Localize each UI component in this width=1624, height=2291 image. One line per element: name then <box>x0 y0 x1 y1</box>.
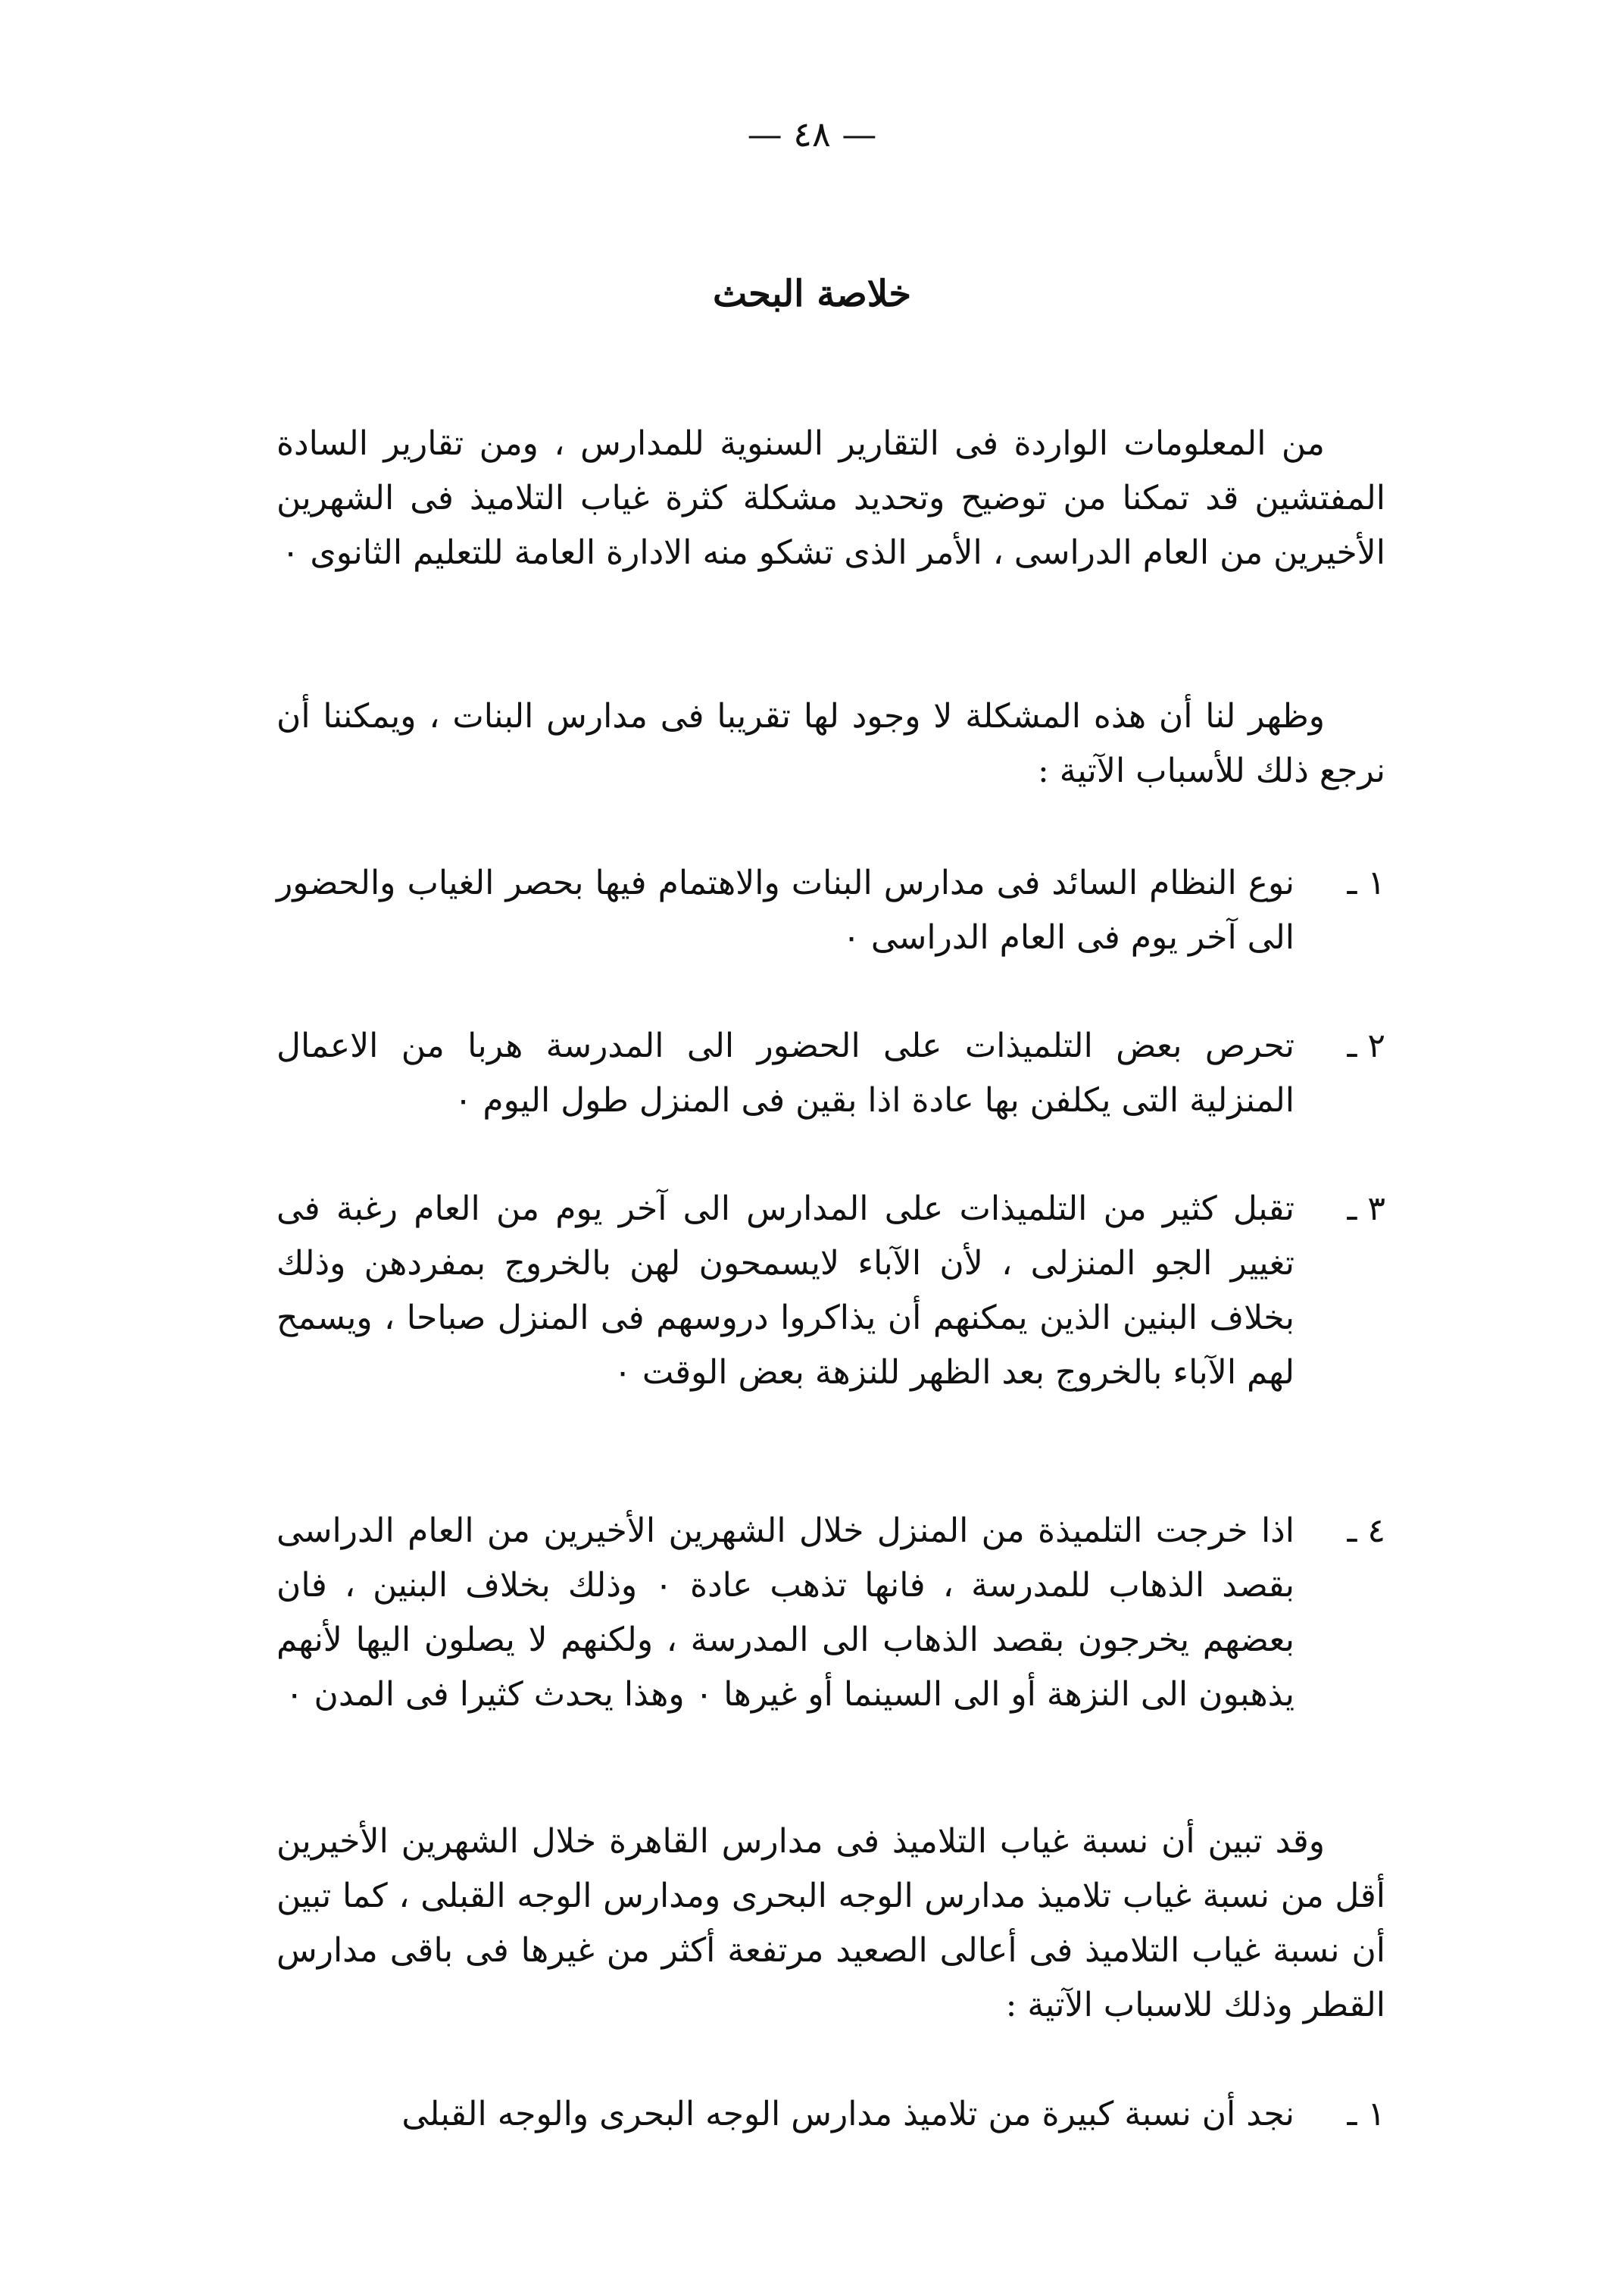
page-number: — ٤٨ — <box>747 114 877 155</box>
list-item-1 <box>276 856 1385 965</box>
list-item-number: ٢ ـ <box>1347 1027 1385 1065</box>
section-title: خلاصة البحث <box>712 273 912 315</box>
list-item-3 <box>276 1182 1385 1400</box>
paragraph-girls-schools: وظهر لنا أن هذه المشكلة لا وجود لها تقريبا فى مدارس البنات ، ويمكننا أن نرجع ذلك للأسباب الآتية : <box>276 697 1385 790</box>
paragraph-cairo-absence: وقد تبين أن نسبة غياب التلاميذ فى مدارس القاهرة خلال الشهرين الأخيرين أقل من نسبة غياب تلاميذ مدارس الوجه البحرى ومدارس الوجه القبلى ، كما تبين أن نسبة غياب التلاميذ فى أعالى الصعيد مرتفعة أكثر من غيرها فى باقى مدارس القطر وذلك للاسباب الآتية : <box>276 1822 1385 2024</box>
list-item-number: ٤ ـ <box>1347 1511 1385 1550</box>
list-item-text: نجد أن نسبة كبيرة من تلاميذ مدارس الوجه البحرى والوجه القبلى <box>401 2095 1295 2133</box>
list-item-text: تقبل كثير من التلميذات على المدارس الى آخر يوم من العام رغبة فى تغيير الجو المنزلى ، لأن الآباء لايسمحون لهن بالخروج بمفردهن وذلك بخلاف البنين الذين يمكنهم أن يذاكروا دروسهم فى المنزل صباحا ، ويسمح لهم الآباء بالخروج بعد الظهر للنزهة بعض الوقت ٠ <box>276 1189 1295 1392</box>
list-item-2 <box>276 1019 1385 1128</box>
list-item-number: ١ ـ <box>1347 2095 1385 2133</box>
list-item-text: نوع النظام السائد فى مدارس البنات والاهتمام فيها بحصر الغياب والحضور الى آخر يوم فى العام الدراسى ٠ <box>276 864 1295 957</box>
list-item-text: اذا خرجت التلميذة من المنزل خلال الشهرين الأخيرين من العام الدراسى بقصد الذهاب للمدرسة ، فانها تذهب عادة ٠ وذلك بخلاف البنين ، فان بعضهم يخرجون بقصد الذهاب الى المدرسة ، ولكنهم لا يصلون اليها لأنهم يذهبون الى النزهة أو الى السينما أو غيرها ٠ وهذا يحدث كثيرا فى المدن ٠ <box>276 1511 1295 1714</box>
list-item-text: تحرص بعض التلميذات على الحضور الى المدرسة هربا من الاعمال المنزلية التى يكلفن بها عادة اذا بقين فى المنزل طول اليوم ٠ <box>276 1027 1295 1120</box>
list-item-number: ١ ـ <box>1347 864 1385 902</box>
list-item-number: ٣ ـ <box>1347 1189 1385 1228</box>
list-item-next-1 <box>276 2087 1385 2142</box>
list-item-4 <box>276 1504 1385 1722</box>
paragraph-intro: من المعلومات الواردة فى التقارير السنوية للمدارس ، ومن تقارير السادة المفتشين قد تمكنا من توضيح وتحديد مشكلة كثرة غياب التلاميذ فى الشهرين الأخيرين من العام الدراسى ، الأمر الذى تشكو منه الادارة العامة للتعليم الثانوى ٠ <box>276 424 1385 572</box>
